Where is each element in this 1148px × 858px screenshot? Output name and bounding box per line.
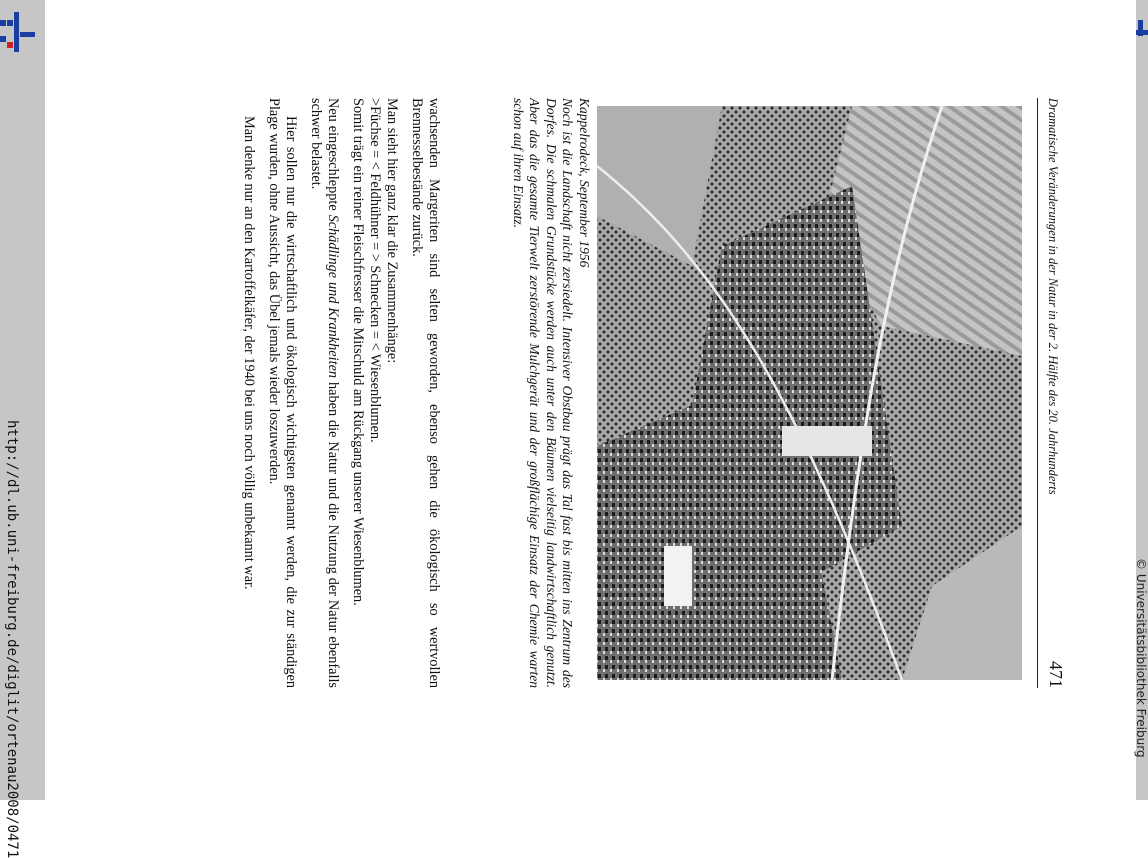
library-logo-icon[interactable] <box>0 12 40 52</box>
paragraph-4: Hier sollen nur die wirtschaftlich und ökologisch wichtigsten genannt werden, die zur ständigen Plage wurden, ohne Aussicht, das Übel jemals wieder loszuwerden. <box>266 98 299 688</box>
caption-text: Noch ist die Landschaft nicht zersiedelt. Intensiver Obstbau prägt das Tal fast bis mitten ins Zentrum des Dorfes. Die schmalen Grundstücke werden auch unter den Bäumen vielseitig landwirtschaftlich genutzt. Aber das die gesamte Tierwelt zerstörende Mulchgerät und der großflächige Einsatz der Chemie warten schon auf ihren Einsatz. <box>511 98 576 688</box>
paragraph-3-italic: Schädlinge und Krankheiten <box>325 214 341 379</box>
library-logo-right-icon <box>1136 20 1148 60</box>
page-number: 471 <box>1046 661 1066 688</box>
paragraph-3-part-1: Neu eingeschleppte <box>325 98 341 215</box>
paragraph-5: Man denke nur an den Kartoffelkäfer, der 1940 bei uns noch völlig unbekannt war. <box>241 116 257 590</box>
paragraph-1: wachsenden Margeriten sind selten geworden, ebenso gehen die ökologisch so wertvollen Brennesselbestände zurück. <box>409 98 442 688</box>
copyright-right: © Universitätsbibliothek Freiburg <box>1134 558 1148 758</box>
paragraph-2-line-1: Man sieht hier ganz klar die Zusammenhänge: <box>384 98 400 364</box>
paragraph-3 <box>307 98 341 688</box>
running-header <box>1037 98 1066 688</box>
body-text <box>232 98 442 688</box>
paragraph-2-line-3: Somit trägt ein reiner Fleischfresser die Mitschuld am Rückgang unserer Wiesenblumen. <box>350 98 366 606</box>
paragraph-2-line-2: >Füchse = < Feldhühner = > Schnecken = < Wiesenblumen. <box>367 98 383 443</box>
paragraph-2 <box>349 98 400 688</box>
paragraph-3-part-2: haben die Natur und die Nutzung der Natur ebenfalls schwer belastet. <box>308 98 341 688</box>
book-page <box>132 98 1066 688</box>
aerial-photo <box>597 106 1022 680</box>
photo-caption <box>510 98 593 688</box>
running-title: Dramatische Veränderungen in der Natur in der 2. Hälfte des 20. Jahrhunderts <box>1046 98 1060 495</box>
source-url[interactable]: http://dl.ub.uni-freiburg.de/diglit/ortenau2008/0471 <box>4 420 20 858</box>
caption-title: Kappelrodeck, September 1956 <box>577 98 592 268</box>
